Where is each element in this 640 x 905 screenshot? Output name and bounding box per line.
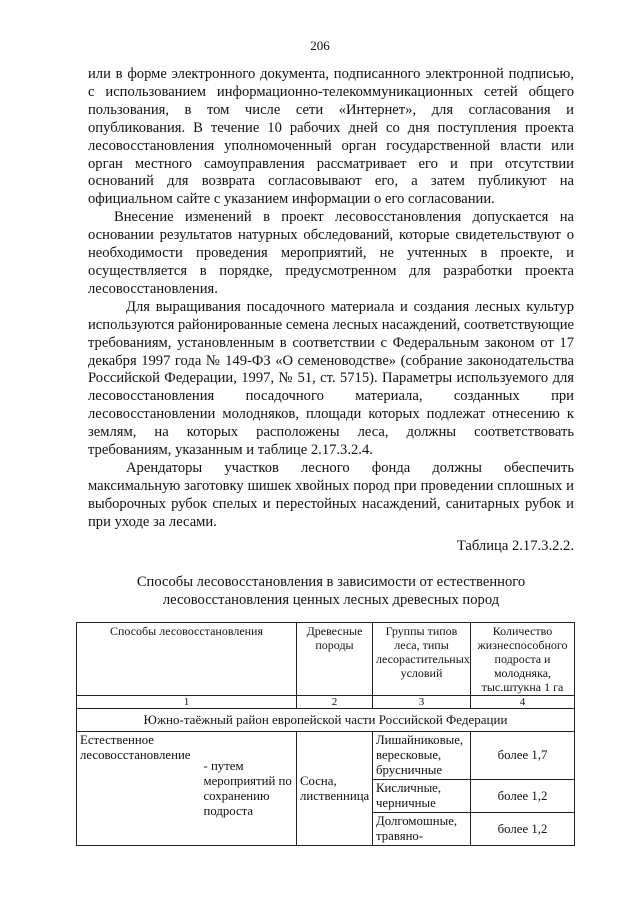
region-title: Южно-таёжный район европейской части Российской Федерации	[77, 709, 575, 732]
count-cell: более 1,2	[471, 813, 575, 846]
caption-line-1: Способы лесовосстановления в зависимости от естественного	[136, 574, 526, 590]
region-row	[77, 709, 575, 732]
table-caption	[88, 574, 574, 609]
forest-group-cell: Лишайниковые, вересковые, брусничные	[373, 732, 471, 780]
caption-line-2: лесовосстановления ценных лесных древесных пород	[162, 591, 500, 608]
column-number: 1	[77, 696, 297, 709]
paragraph-1: или в форме электронного документа, подписанного электронной подписью, с использованием информационно-телекоммуникационных сетей общего пользования, в том числе сети «Интернет», для согласования и опубликования. В течение 10 рабочих дней со дня поступления проекта лесовосстановления уполномоченный орган государственной власти или орган местного самоуправления рассматривает его и при отсутствии оснований для возврата согласовывают его, а затем публикуют на официальном сайте с указанием информации о его согласовании.	[88, 66, 574, 208]
column-number: 4	[471, 696, 575, 709]
paragraph-4: Арендаторы участков лесного фонда должны обеспечить максимальную заготовку шишек хвойных пород при проведении сплошных и выборочных рубок спелых и перестойных насаждений, санитарных рубок и при уходе за лесами.	[88, 459, 574, 530]
body-text	[88, 66, 574, 532]
submethod-cell: - путем мероприятий по сохранению подроста	[201, 732, 297, 846]
paragraph-3: Для выращивания посадочного материала и создания лесных культур используются районированные семена лесных насаждений, соответствующие требованиям, установленным в соответствии с Федеральным законом от 17 декабря 1997 года № 149-ФЗ «О семеноводстве» (собрание законодательства Российской Федерации, 1997, № 51, ст. 5715). Параметры используемого для лесовосстановления посадочного материала, созданных при лесовосстановлении молодняков, площади которых подлежат отнесению к землям, на которых расположены леса, должны соответствовать требованиям, указанным и таблице 2.17.3.2.4.	[88, 298, 574, 459]
paragraph-2: Внесение изменений в проект лесовосстановления допускается на основании результатов натурных обследований, которые свидетельствуют о необходимости проведения мероприятий, не учтенных в проекте, и осуществляется в порядке, предусмотренном для разработки проекта лесовосстановления.	[88, 209, 574, 297]
column-number: 2	[297, 696, 373, 709]
page-number: 206	[310, 38, 330, 53]
count-cell: более 1,2	[471, 780, 575, 813]
table-row	[77, 732, 575, 780]
header-row	[77, 623, 575, 696]
method-cell: Естественное лесовосстановление	[77, 732, 201, 846]
species-cell: Сосна, лиственница	[297, 732, 373, 846]
header-count: Количество жизнеспособного подроста и молодняка, тыс.штукна 1 га	[471, 623, 575, 696]
table-label: Таблица 2.17.3.2.2.	[456, 538, 574, 554]
header-methods: Способы лесовосстановления	[77, 623, 297, 696]
column-number: 3	[373, 696, 471, 709]
column-number-row	[77, 696, 575, 709]
count-cell: более 1,7	[471, 732, 575, 780]
reforestation-table	[76, 622, 575, 846]
forest-group-cell: Долгомошные, травяно-	[373, 813, 471, 846]
header-forest-groups: Группы типов леса, типы лесорастительных условий	[373, 623, 471, 696]
header-species: Древесные породы	[297, 623, 373, 696]
forest-group-cell: Кисличные, черничные	[373, 780, 471, 813]
